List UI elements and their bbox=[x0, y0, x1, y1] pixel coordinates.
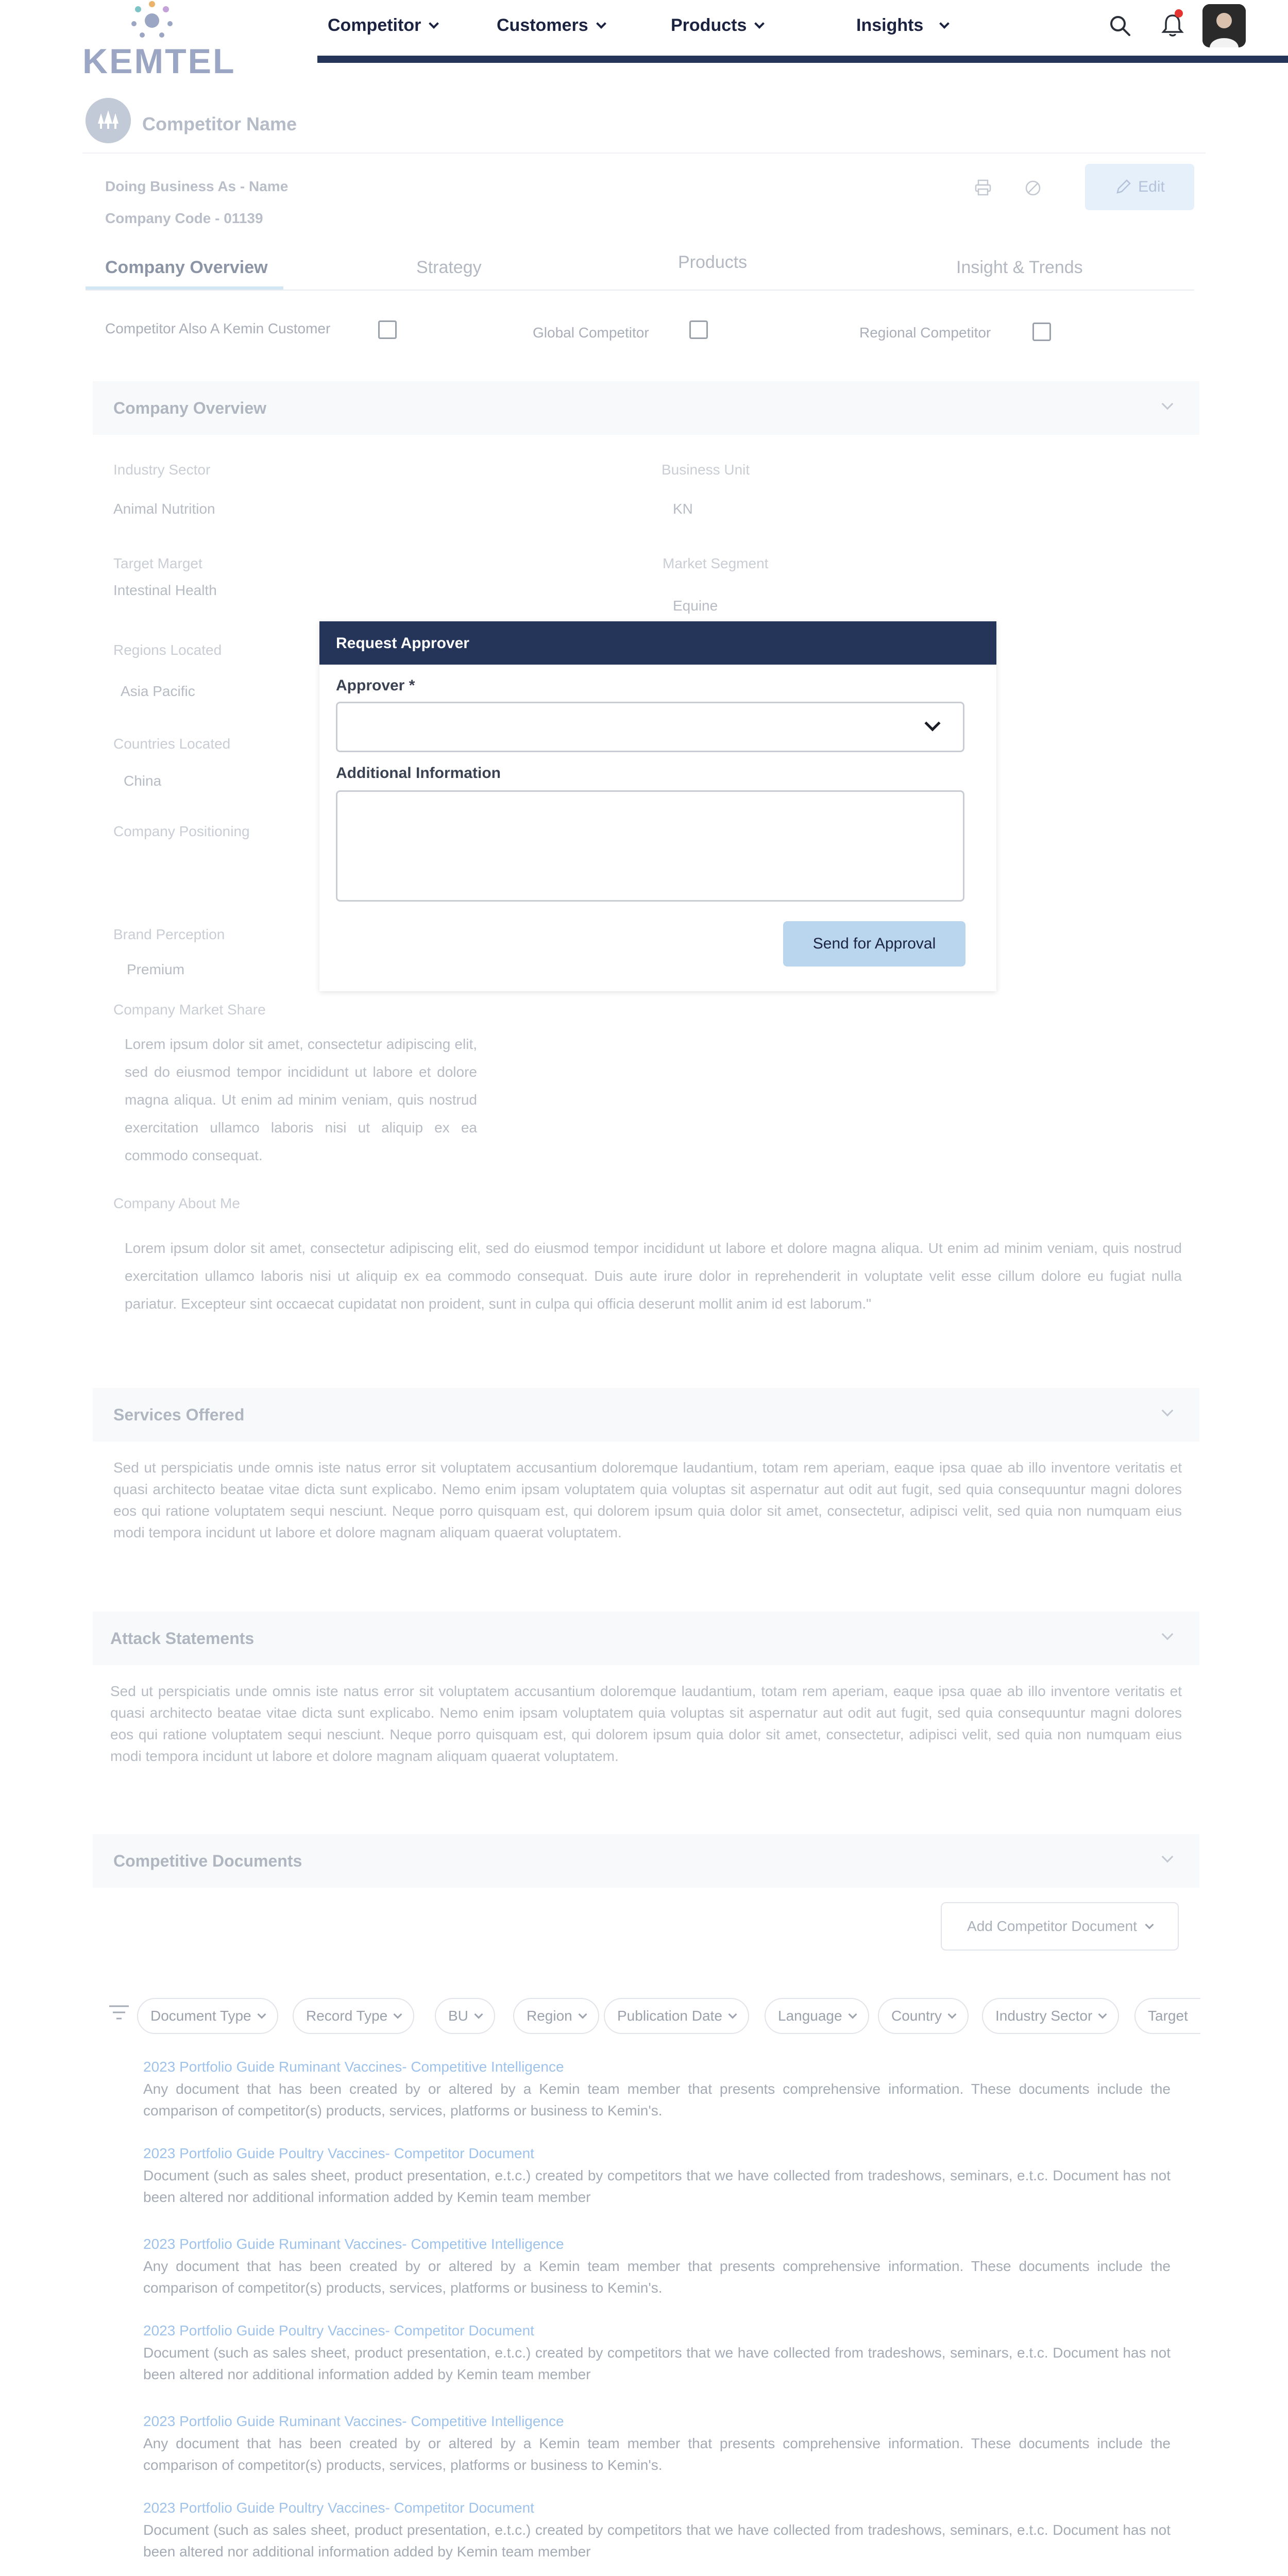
bell-icon[interactable] bbox=[1157, 10, 1188, 41]
field-value: China bbox=[124, 773, 162, 789]
field-value: Premium bbox=[127, 961, 185, 977]
filter-label: Record Type bbox=[306, 2008, 388, 2024]
filter-label: Region bbox=[527, 2008, 572, 2024]
nav-label: Products bbox=[671, 15, 747, 35]
chevron-down-icon bbox=[948, 2010, 957, 2019]
filter-label: Industry Sector bbox=[995, 2008, 1093, 2024]
field-value: Asia Pacific bbox=[121, 683, 195, 699]
filter-industry-sector[interactable] bbox=[982, 1998, 1119, 2034]
field-value: Animal Nutrition bbox=[113, 501, 215, 517]
tabs-divider bbox=[86, 290, 1194, 291]
section-title: Services Offered bbox=[113, 1405, 245, 1424]
company-overview-header[interactable] bbox=[93, 381, 1199, 435]
about-text: Lorem ipsum dolor sit amet, consectetur adipiscing elit, sed do eiusmod tempor incididunt ut labore et dolore magna aliqua. Ut enim ad minim veniam, quis nostrud exercitation ullamco laboris nisi ut aliquip ex ea commodo consequat. Duis aute irure dolor in reprehenderit in voluptate velit esse cillum dolore eu fugiat nulla pariatur. Excepteur sint occaecat cupidatat non proident, sunt in culpa qui officia deserunt mollit anim id est laborum." bbox=[125, 1240, 1182, 1312]
edit-label: Edit bbox=[1138, 178, 1165, 195]
checkbox-label: Competitor Also A Kemin Customer bbox=[105, 320, 331, 336]
modal-title: Request Approver bbox=[319, 621, 996, 665]
field-label: Industry Sector bbox=[113, 462, 211, 478]
nav-insights[interactable] bbox=[856, 15, 948, 36]
field-label: Market Segment bbox=[663, 555, 769, 571]
disable-icon[interactable] bbox=[1024, 179, 1042, 199]
nav-label: Competitor bbox=[328, 15, 421, 35]
services-offered-header[interactable] bbox=[93, 1388, 1199, 1442]
nav-competitor[interactable] bbox=[328, 15, 437, 36]
nav-underline-bar bbox=[317, 56, 1288, 63]
document-description: Document (such as sales sheet, product presentation, e.t.c.) created by competitors that we have collected from tradeshows, seminars, e.t.c. Document has not been altered nor additional information added by Kemin team member bbox=[143, 2345, 1171, 2382]
send-for-approval-button[interactable]: Send for Approval bbox=[783, 921, 965, 967]
chevron-down-icon bbox=[754, 19, 765, 29]
attack-statements-header[interactable] bbox=[93, 1612, 1199, 1665]
services-text: Sed ut perspiciatis unde omnis iste natus error sit voluptatem accusantium doloremque laudantium, totam rem aperiam, eaque ipsa quae ab illo inventore veritatis et quasi architecto beatae vitae dicta sunt explicabo. Nemo enim ipsam voluptatem quia voluptas sit aspernatur aut odit aut fugit, sed quia consequuntur magni dolores eos qui ratione voluptatem sequi nesciunt. Neque porro quisquam est, qui dolorem ipsum quia dolor sit amet, consectetur, adipisci velit, sed quia non numquam eius modi tempora incidunt ut labore et dolore magnam aliquam quaerat voluptatem. bbox=[113, 1460, 1182, 1540]
document-title-link[interactable]: 2023 Portfolio Guide Poultry Vaccines- Competitor Document bbox=[143, 2145, 534, 2161]
chevron-down-icon bbox=[728, 2010, 737, 2019]
company-code: Company Code - 01139 bbox=[105, 210, 263, 226]
tab-company-overview[interactable]: Company Overview bbox=[105, 258, 268, 277]
market-share-text: Lorem ipsum dolor sit amet, consectetur adipiscing elit, sed do eiusmod tempor incididunt ut labore et dolore magna aliqua. Ut enim ad minim veniam, quis nostrud exercitation ullamco laboris nisi ut aliquip ex ea commodo consequat. bbox=[125, 1036, 477, 1163]
tab-insight-trends[interactable]: Insight & Trends bbox=[956, 258, 1083, 277]
document-description: Document (such as sales sheet, product presentation, e.t.c.) created by competitors that we have collected from tradeshows, seminars, e.t.c. Document has not been altered nor additional information added by Kemin team member bbox=[143, 2522, 1171, 2560]
edit-button[interactable] bbox=[1085, 164, 1194, 210]
filter-record-type[interactable] bbox=[293, 1998, 414, 2034]
chevron-down-icon bbox=[257, 2010, 266, 2019]
additional-information-textarea[interactable] bbox=[336, 790, 964, 902]
filter-icon[interactable] bbox=[108, 2003, 130, 2024]
field-label: Business Unit bbox=[662, 462, 750, 478]
chevron-down-icon bbox=[1162, 1629, 1174, 1640]
kemin-customer-checkbox[interactable] bbox=[378, 320, 397, 339]
logo-text: KEMTEL bbox=[82, 42, 236, 81]
checkbox-label: Regional Competitor bbox=[859, 325, 991, 341]
document-description: Document (such as sales sheet, product presentation, e.t.c.) created by competitors that we have collected from tradeshows, seminars, e.t.c. Document has not been altered nor additional information added by Kemin team member bbox=[143, 2167, 1171, 2205]
competitor-logo bbox=[86, 98, 131, 143]
app-header bbox=[0, 0, 1288, 81]
field-label: Target Marget bbox=[113, 555, 202, 571]
document-title-link[interactable]: 2023 Portfolio Guide Ruminant Vaccines- Competitive Intelligence bbox=[143, 2059, 564, 2075]
document-description: Any document that has been created by or altered by a Kemin team member that presents comprehensive information. These documents include the comparison of competitor(s) products, services, platforms or business to Kemin's. bbox=[143, 2258, 1171, 2296]
document-title-link[interactable]: 2023 Portfolio Guide Poultry Vaccines- Competitor Document bbox=[143, 2323, 534, 2338]
filter-country[interactable] bbox=[878, 1998, 969, 2034]
filter-document-type[interactable] bbox=[137, 1998, 278, 2034]
filter-label: Country bbox=[891, 2008, 942, 2024]
approver-label: Approver * bbox=[336, 677, 415, 694]
chevron-down-icon bbox=[578, 2010, 587, 2019]
competitive-documents-header[interactable] bbox=[93, 1834, 1199, 1888]
nav-customers[interactable] bbox=[497, 15, 605, 36]
request-approver-modal bbox=[319, 621, 996, 991]
filter-publication-date[interactable] bbox=[604, 1998, 749, 2034]
user-avatar[interactable] bbox=[1202, 4, 1246, 47]
field-value: Intestinal Health bbox=[113, 582, 217, 598]
tab-strategy[interactable]: Strategy bbox=[416, 258, 482, 277]
chevron-down-icon bbox=[596, 19, 606, 29]
nav-products[interactable] bbox=[671, 15, 763, 36]
chevron-down-icon bbox=[394, 2010, 402, 2019]
document-title-link[interactable]: 2023 Portfolio Guide Poultry Vaccines- Competitor Document bbox=[143, 2500, 534, 2516]
field-label: Regions Located bbox=[113, 642, 222, 658]
field-label: Brand Perception bbox=[113, 926, 225, 942]
filter-label: Target bbox=[1148, 2008, 1188, 2024]
section-title: Competitive Documents bbox=[113, 1852, 302, 1870]
document-title-link[interactable]: 2023 Portfolio Guide Ruminant Vaccines- Competitive Intelligence bbox=[143, 2413, 564, 2429]
chevron-down-icon bbox=[474, 2010, 483, 2019]
nav-label: Insights bbox=[856, 15, 924, 35]
add-doc-label: Add Competitor Document bbox=[967, 1918, 1137, 1934]
regional-competitor-checkbox[interactable] bbox=[1032, 323, 1051, 341]
logo-mark-icon bbox=[124, 0, 180, 44]
filter-label: Language bbox=[778, 2008, 842, 2024]
section-title: Attack Statements bbox=[110, 1629, 255, 1648]
field-label: Company Positioning bbox=[113, 823, 250, 839]
filter-target[interactable] bbox=[1134, 1998, 1200, 2034]
pencil-icon bbox=[1114, 178, 1132, 196]
chevron-down-icon bbox=[1162, 1851, 1174, 1863]
chevron-down-icon bbox=[1145, 1921, 1154, 1929]
approver-select[interactable] bbox=[336, 702, 964, 752]
filter-label: BU bbox=[448, 2008, 468, 2024]
document-description: Any document that has been created by or altered by a Kemin team member that presents comprehensive information. These documents include the comparison of competitor(s) products, services, platforms or business to Kemin's. bbox=[143, 2081, 1171, 2119]
checkbox-label: Global Competitor bbox=[533, 325, 649, 341]
divider bbox=[82, 152, 1206, 154]
filter-label: Publication Date bbox=[617, 2008, 722, 2024]
chevron-down-icon bbox=[1162, 1405, 1174, 1417]
chevron-down-icon bbox=[848, 2010, 857, 2019]
attack-text: Sed ut perspiciatis unde omnis iste natus error sit voluptatem accusantium doloremque laudantium, totam rem aperiam, eaque ipsa quae ab illo inventore veritatis et quasi architecto beatae vitae dicta sunt explicabo. Nemo enim ipsam voluptatem quia voluptas sit aspernatur aut odit aut fugit, sed quia consequuntur magni dolores eos qui ratione voluptatem sequi nesciunt. Neque porro quisquam est, qui dolorem ipsum quia dolor sit amet, consectetur, adipisci velit, sed quia non numquam eius modi tempora incidunt ut labore et dolore magnam aliquam quaerat voluptatem. bbox=[110, 1683, 1182, 1764]
chevron-down-icon bbox=[939, 19, 950, 29]
nav-label: Customers bbox=[497, 15, 588, 35]
competitor-name: Competitor Name bbox=[142, 113, 297, 134]
additional-information-label: Additional Information bbox=[336, 765, 501, 782]
notification-dot bbox=[1175, 9, 1183, 18]
search-icon[interactable] bbox=[1105, 10, 1136, 41]
filter-language[interactable] bbox=[765, 1998, 869, 2034]
chevron-down-icon bbox=[1162, 398, 1174, 410]
print-icon[interactable] bbox=[974, 178, 992, 199]
field-label: Countries Located bbox=[113, 736, 231, 752]
field-value: KN bbox=[673, 501, 693, 517]
section-title: Company Overview bbox=[113, 399, 266, 417]
field-label: Company Market Share bbox=[113, 1002, 266, 1018]
add-competitor-document-button[interactable] bbox=[941, 1902, 1179, 1951]
document-title-link[interactable]: 2023 Portfolio Guide Ruminant Vaccines- Competitive Intelligence bbox=[143, 2236, 564, 2252]
chevron-down-icon bbox=[429, 19, 439, 29]
doing-business-as: Doing Business As - Name bbox=[105, 178, 289, 194]
global-competitor-checkbox[interactable] bbox=[689, 320, 708, 339]
chevron-down-icon bbox=[924, 715, 940, 731]
field-label: Company About Me bbox=[113, 1195, 240, 1211]
filter-bu[interactable] bbox=[435, 1998, 495, 2034]
filter-region[interactable] bbox=[513, 1998, 599, 2034]
active-tab-indicator bbox=[86, 286, 283, 290]
tab-products[interactable]: Products bbox=[678, 252, 748, 272]
filter-label: Document Type bbox=[150, 2008, 251, 2024]
chevron-down-icon bbox=[1098, 2010, 1107, 2019]
document-description: Any document that has been created by or altered by a Kemin team member that presents comprehensive information. These documents include the comparison of competitor(s) products, services, platforms or business to Kemin's. bbox=[143, 2435, 1171, 2473]
field-value: Equine bbox=[673, 598, 718, 614]
